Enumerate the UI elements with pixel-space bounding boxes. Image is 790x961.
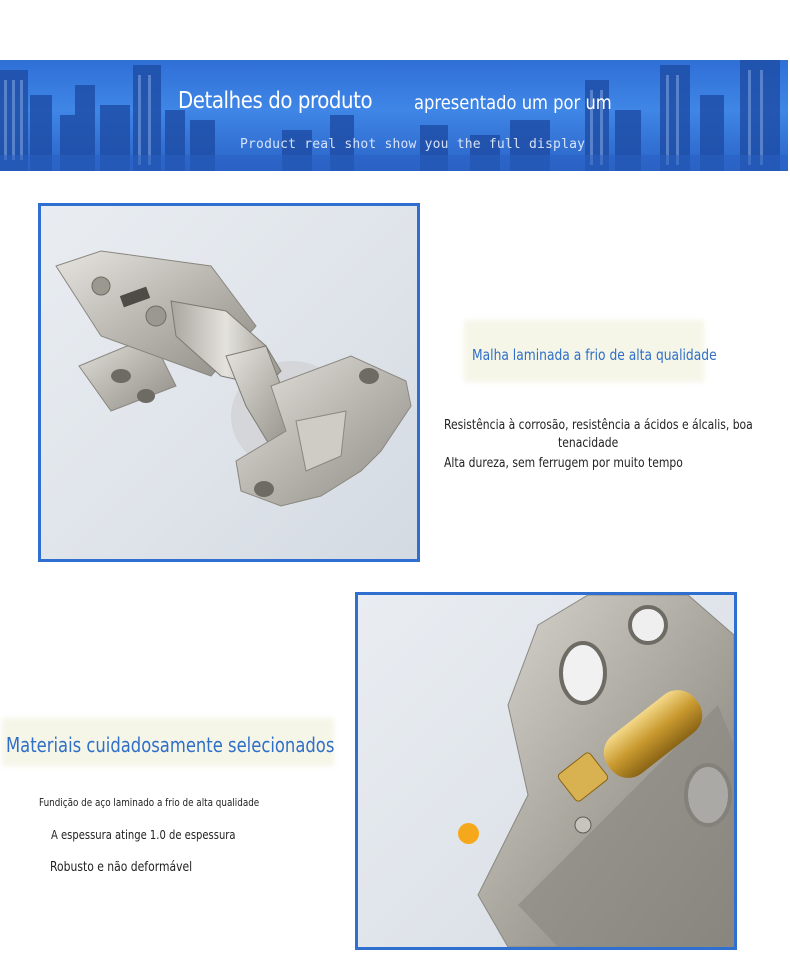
- banner: [0, 60, 788, 171]
- highlight-marker-dot: [458, 823, 479, 844]
- section2-line1: Fundição de aço laminado a frio de alta qualidade: [39, 796, 260, 809]
- section2-line3: Robusto e não deformável: [50, 859, 193, 875]
- hinge-closeup-image: [358, 595, 734, 947]
- banner-subtitle: Product real shot show you the full display: [240, 137, 586, 152]
- product-photo-hinge-closeup: [355, 592, 737, 950]
- section1-line1: Resistência à corrosão, resistência a ácidos e álcalis, boa: [444, 417, 753, 433]
- section1-line3: Alta dureza, sem ferrugem por muito tempo: [444, 455, 683, 471]
- product-photo-hinge: [38, 203, 420, 562]
- section1-line2: tenacidade: [558, 435, 619, 451]
- section2-line2: A espessura atinge 1.0 de espessura: [51, 827, 236, 842]
- banner-title-secondary: apresentado um por um: [414, 92, 612, 114]
- hinge-image: [41, 206, 417, 559]
- section1-heading: Malha laminada a frio de alta qualidade: [472, 346, 717, 364]
- city-skyline-image: [0, 60, 788, 171]
- banner-title: Detalhes do produto: [178, 88, 373, 114]
- section2-heading: Materiais cuidadosamente selecionados: [6, 733, 335, 757]
